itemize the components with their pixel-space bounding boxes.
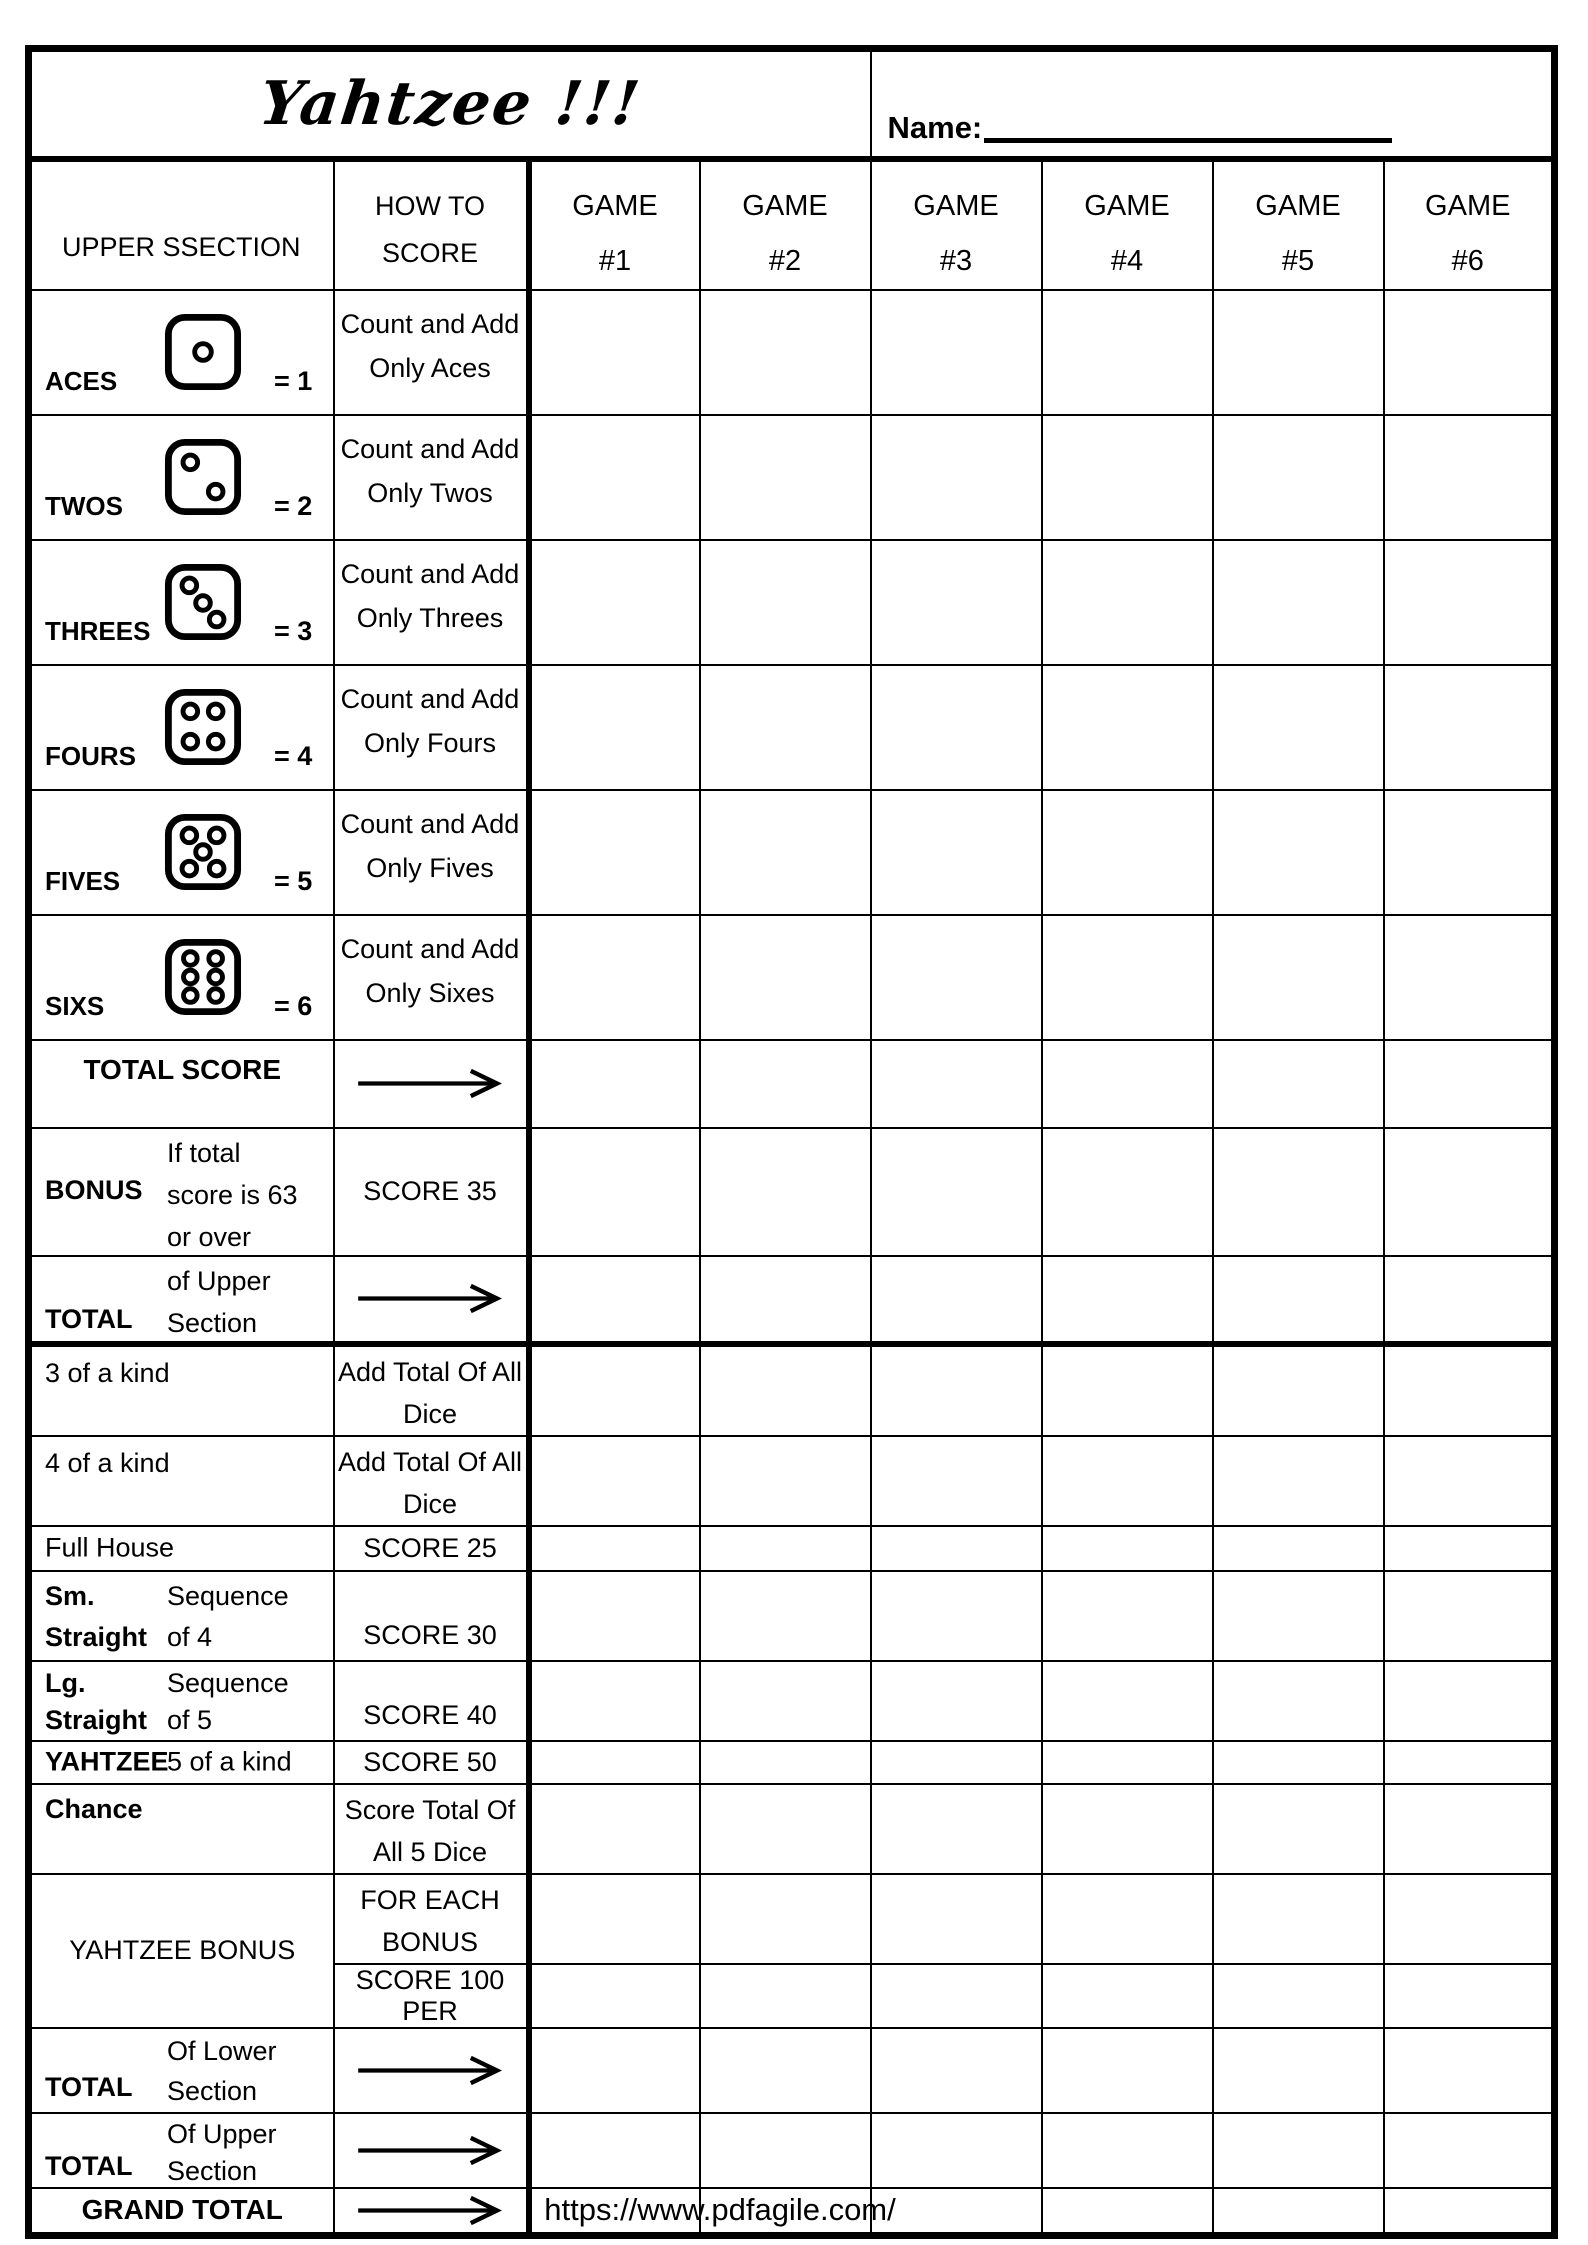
score-cell-threes[interactable] (1384, 540, 1555, 665)
fours-row (29, 665, 1555, 790)
die-3-icon (164, 563, 242, 641)
full-house-row (29, 1526, 1555, 1571)
score-cell-total-upper-section[interactable] (529, 2113, 700, 2188)
score-cell-full-house[interactable] (871, 1526, 1042, 1571)
total-upper-arrow-cell (334, 1256, 529, 1344)
score-cell-total-upper[interactable] (871, 1256, 1042, 1344)
footer-url-link[interactable]: https://www.pdfagile.com/ (544, 2192, 896, 2227)
score-table (25, 45, 1558, 2239)
score-cell-three-kind[interactable] (700, 1344, 871, 1436)
bonus-condition: If total score is 63 or over (167, 1137, 298, 1252)
score-cell-fives[interactable] (700, 790, 871, 915)
score-cell-yahtzee-bonus[interactable] (700, 1874, 871, 1964)
score-cell-twos[interactable] (529, 415, 700, 540)
yahtzee-bonus-how-bottom: SCORE 100 PER (334, 1964, 529, 2028)
three-of-a-kind-how-cell: Add Total Of All Dice (334, 1344, 529, 1436)
large-straight-row (29, 1661, 1555, 1741)
score-cell-yahtzee[interactable] (700, 1741, 871, 1784)
score-cell-threes[interactable] (700, 540, 871, 665)
small-straight-label-cell (29, 1571, 334, 1661)
score-cell-sixs[interactable] (1384, 915, 1555, 1040)
chance-row (29, 1784, 1555, 1874)
score-cell-yahtzee-bonus[interactable] (529, 1874, 700, 1964)
bonus-label: BONUS (45, 1174, 143, 1205)
total-desc: of Upper Section (167, 1265, 271, 1338)
score-cell-total-upper-section[interactable] (1213, 2113, 1384, 2188)
four-of-a-kind-how-cell: Add Total Of All Dice (334, 1436, 529, 1526)
small-straight-row (29, 1571, 1555, 1661)
score-cell-sm-straight[interactable] (700, 1571, 871, 1661)
score-cell-total-score[interactable] (1384, 1040, 1555, 1128)
score-cell-sixs[interactable] (1213, 915, 1384, 1040)
four-of-a-kind-row (29, 1436, 1555, 1526)
score-cell-sm-straight[interactable] (1384, 1571, 1555, 1661)
how-to-score-line1: HOW TO (374, 190, 485, 221)
total-score-arrow-cell (334, 1040, 529, 1128)
sheet-title-cell (29, 49, 871, 159)
score-cell-lg-straight[interactable] (700, 1661, 871, 1741)
score-cell-total-score[interactable] (1213, 1040, 1384, 1128)
grand-total-label: GRAND TOTAL (29, 2188, 334, 2236)
score-cell-chance[interactable] (1384, 1784, 1555, 1874)
large-straight-label-cell (29, 1661, 334, 1741)
large-straight-desc: Sequence of 5 (167, 1667, 289, 1735)
total-upper-label-cell (29, 1256, 334, 1344)
score-cell-yahtzee-bonus[interactable] (1042, 1874, 1213, 1964)
threes-row (29, 540, 1555, 665)
score-cell-chance[interactable] (1042, 1784, 1213, 1874)
score-cell-full-house[interactable] (1213, 1526, 1384, 1571)
score-cell-full-house[interactable] (1042, 1526, 1213, 1571)
score-cell-total-score[interactable] (529, 1040, 700, 1128)
score-cell-lg-straight[interactable] (871, 1661, 1042, 1741)
score-cell-lg-straight[interactable] (1213, 1661, 1384, 1741)
grand-total-arrow-cell (334, 2188, 529, 2236)
score-cell-yahtzee-bonus[interactable] (1042, 1964, 1213, 2028)
score-cell-total-upper[interactable] (1384, 1256, 1555, 1344)
die-value-label: = 1 (274, 365, 313, 396)
yahtzee-bonus-label: YAHTZEE BONUS (29, 1874, 334, 2028)
die-1-icon (164, 313, 242, 391)
yahtzee-row (29, 1741, 1555, 1784)
score-cell-sm-straight[interactable] (529, 1571, 700, 1661)
three-of-a-kind-label: 3 of a kind (45, 1357, 170, 1388)
score-cell-sixs[interactable] (529, 915, 700, 1040)
small-straight-label: Sm. Straight (45, 1580, 148, 1652)
score-cell-chance[interactable] (700, 1784, 871, 1874)
fours-how-cell: Count and Add Only Fours (334, 665, 529, 790)
score-cell-bonus[interactable] (700, 1128, 871, 1256)
yahtzee-how-cell: SCORE 50 (334, 1741, 529, 1784)
score-cell-four-kind[interactable] (529, 1436, 700, 1526)
score-cell-total-upper[interactable] (1213, 1256, 1384, 1344)
score-cell-yahtzee-bonus[interactable] (1213, 1964, 1384, 2028)
score-cell-four-kind[interactable] (1042, 1436, 1213, 1526)
total-lower-arrow-cell (334, 2028, 529, 2113)
score-cell-three-kind[interactable] (871, 1344, 1042, 1436)
twos-row (29, 415, 1555, 540)
score-cell-fives[interactable] (529, 790, 700, 915)
score-cell-full-house[interactable] (1384, 1526, 1555, 1571)
score-cell-yahtzee[interactable] (871, 1741, 1042, 1784)
score-cell-four-kind[interactable] (700, 1436, 871, 1526)
score-cell-four-kind[interactable] (871, 1436, 1042, 1526)
game-3-header: GAME #3 (871, 159, 1042, 290)
small-straight-how-cell: SCORE 30 (334, 1571, 529, 1661)
score-cell-total-upper-section[interactable] (1384, 2113, 1555, 2188)
name-label: Name: (887, 109, 983, 145)
score-cell-yahtzee-bonus[interactable] (700, 1964, 871, 2028)
score-cell-bonus[interactable] (529, 1128, 700, 1256)
four-of-a-kind-label-cell (29, 1436, 334, 1526)
score-cell-aces[interactable] (1042, 290, 1213, 415)
die-value-label: = 6 (274, 990, 313, 1021)
score-cell-yahtzee-bonus[interactable] (871, 1874, 1042, 1964)
small-straight-desc: Sequence of 4 (167, 1580, 289, 1652)
score-cell-twos[interactable] (1042, 415, 1213, 540)
score-cell-twos[interactable] (1384, 415, 1555, 540)
aces-how-cell: Count and Add Only Aces (334, 290, 529, 415)
die-4-icon (164, 688, 242, 766)
score-cell-lg-straight[interactable] (529, 1661, 700, 1741)
total-score-label: TOTAL SCORE (29, 1040, 334, 1128)
score-cell-fours[interactable] (700, 665, 871, 790)
total-upper2-label-cell (29, 2113, 334, 2188)
score-cell-fours[interactable] (1042, 665, 1213, 790)
row-label-fives: FIVES (45, 865, 121, 896)
name-cell (871, 49, 1555, 159)
score-cell-aces[interactable] (871, 290, 1042, 415)
full-house-label-cell (29, 1526, 334, 1571)
score-cell-lg-straight[interactable] (1042, 1661, 1213, 1741)
total-desc: Of Lower Section (167, 2035, 277, 2106)
row-label-twos: TWOS (45, 490, 123, 521)
score-cell-aces[interactable] (1213, 290, 1384, 415)
score-cell-yahtzee[interactable] (1042, 1741, 1213, 1784)
score-cell-total-score[interactable] (1042, 1040, 1213, 1128)
score-cell-total-lower-section[interactable] (871, 2028, 1042, 2113)
score-cell-chance[interactable] (1213, 1784, 1384, 1874)
large-straight-how-cell: SCORE 40 (334, 1661, 529, 1741)
game-5-header: GAME #5 (1213, 159, 1384, 290)
bonus-how-cell: SCORE 35 (334, 1128, 529, 1256)
total-lower-section-row (29, 2028, 1555, 2113)
score-cell-threes[interactable] (1042, 540, 1213, 665)
row-label-fours: FOURS (45, 740, 136, 771)
total-score-row (29, 1040, 1555, 1128)
four-of-a-kind-label: 4 of a kind (45, 1447, 170, 1478)
score-cell-threes[interactable] (529, 540, 700, 665)
sixs-label-cell (29, 915, 334, 1040)
total-label: TOTAL (45, 2150, 133, 2181)
total-upper2-arrow-cell (334, 2113, 529, 2188)
name-input-line[interactable] (984, 137, 1392, 143)
fives-row (29, 790, 1555, 915)
score-cell-chance[interactable] (871, 1784, 1042, 1874)
game-1-header: GAME #1 (529, 159, 700, 290)
score-cell-sm-straight[interactable] (1042, 1571, 1213, 1661)
fives-how-cell: Count and Add Only Fives (334, 790, 529, 915)
bonus-row (29, 1128, 1555, 1256)
twos-how-cell: Count and Add Only Twos (334, 415, 529, 540)
yahtzee-bonus-row-top (29, 1874, 1555, 1964)
row-label-sixs: SIXS (45, 990, 105, 1021)
sixs-row (29, 915, 1555, 1040)
score-cell-yahtzee-bonus[interactable] (529, 1964, 700, 2028)
score-cell-aces[interactable] (529, 290, 700, 415)
chance-label: Chance (45, 1793, 143, 1824)
score-cell-chance[interactable] (529, 1784, 700, 1874)
score-cell-twos[interactable] (1213, 415, 1384, 540)
score-cell-total-upper-section[interactable] (700, 2113, 871, 2188)
total-upper-section-row (29, 2113, 1555, 2188)
die-value-label: = 2 (274, 490, 313, 521)
title-row (29, 49, 1555, 159)
row-label-threes: THREES (45, 615, 151, 646)
score-cell-twos[interactable] (871, 415, 1042, 540)
score-cell-fours[interactable] (871, 665, 1042, 790)
right-arrow-icon (352, 1282, 508, 1315)
yahtzee-desc: 5 of a kind (167, 1746, 292, 1777)
total-lower-label-cell (29, 2028, 334, 2113)
score-cell-three-kind[interactable] (1213, 1344, 1384, 1436)
score-cell-total-lower-section[interactable] (1384, 2028, 1555, 2113)
score-cell-bonus[interactable] (871, 1128, 1042, 1256)
score-cell-sixs[interactable] (871, 915, 1042, 1040)
score-cell-yahtzee-bonus[interactable] (1384, 1874, 1555, 1964)
die-5-icon (164, 813, 242, 891)
score-cell-yahtzee-bonus[interactable] (1384, 1964, 1555, 2028)
score-cell-three-kind[interactable] (529, 1344, 700, 1436)
fives-label-cell (29, 790, 334, 915)
die-value-label: = 3 (274, 615, 313, 646)
score-cell-three-kind[interactable] (1384, 1344, 1555, 1436)
total-upper-row (29, 1256, 1555, 1344)
score-cell-lg-straight[interactable] (1384, 1661, 1555, 1741)
twos-label-cell (29, 415, 334, 540)
right-arrow-icon (352, 2134, 508, 2167)
score-cell-grand-total[interactable] (1042, 2188, 1213, 2236)
yahtzee-bonus-how-top: FOR EACH BONUS (334, 1874, 529, 1964)
score-cell-total-lower-section[interactable] (1042, 2028, 1213, 2113)
score-cell-yahtzee[interactable] (1213, 1741, 1384, 1784)
die-value-label: = 4 (274, 740, 313, 771)
score-cell-grand-total[interactable] (1384, 2188, 1555, 2236)
large-straight-label: Lg. Straight (45, 1667, 148, 1735)
score-cell-sixs[interactable] (1042, 915, 1213, 1040)
score-cell-total-upper-section[interactable] (1042, 2113, 1213, 2188)
yahtzee-label: YAHTZEE (45, 1746, 169, 1777)
score-cell-total-score[interactable] (700, 1040, 871, 1128)
three-of-a-kind-label-cell (29, 1344, 334, 1436)
score-cell-total-upper[interactable] (700, 1256, 871, 1344)
score-cell-total-lower-section[interactable] (529, 2028, 700, 2113)
page-title: Yahtzee !!! (256, 68, 646, 139)
chance-label-cell (29, 1784, 334, 1874)
right-arrow-icon (352, 2194, 508, 2227)
sixs-how-cell: Count and Add Only Sixes (334, 915, 529, 1040)
how-to-score-header (334, 159, 529, 290)
score-cell-four-kind[interactable] (1213, 1436, 1384, 1526)
score-cell-twos[interactable] (700, 415, 871, 540)
score-cell-full-house[interactable] (529, 1526, 700, 1571)
upper-section-header: UPPER SSECTION (29, 159, 334, 290)
score-cell-total-upper[interactable] (529, 1256, 700, 1344)
full-house-label: Full House (45, 1532, 175, 1563)
score-cell-grand-total[interactable] (1213, 2188, 1384, 2236)
yahtzee-label-cell (29, 1741, 334, 1784)
score-cell-full-house[interactable] (700, 1526, 871, 1571)
score-cell-bonus[interactable] (1042, 1128, 1213, 1256)
score-cell-sm-straight[interactable] (871, 1571, 1042, 1661)
die-value-label: = 5 (274, 865, 313, 896)
game-2-header: GAME #2 (700, 159, 871, 290)
fours-label-cell (29, 665, 334, 790)
score-cell-bonus[interactable] (1213, 1128, 1384, 1256)
score-cell-fours[interactable] (1384, 665, 1555, 790)
row-label-aces: ACES (45, 365, 118, 396)
score-cell-yahtzee-bonus[interactable] (871, 1964, 1042, 2028)
game-4-header: GAME #4 (1042, 159, 1213, 290)
score-cell-total-upper[interactable] (1042, 1256, 1213, 1344)
score-cell-total-score[interactable] (871, 1040, 1042, 1128)
column-header-row (29, 159, 1555, 290)
right-arrow-icon (352, 1067, 508, 1100)
die-2-icon (164, 438, 242, 516)
score-cell-fives[interactable] (1213, 790, 1384, 915)
score-cell-fours[interactable] (529, 665, 700, 790)
score-cell-threes[interactable] (1213, 540, 1384, 665)
score-cell-fives[interactable] (1384, 790, 1555, 915)
threes-how-cell: Count and Add Only Threes (334, 540, 529, 665)
score-cell-threes[interactable] (871, 540, 1042, 665)
score-cell-sixs[interactable] (700, 915, 871, 1040)
total-desc: Of Upper Section (167, 2118, 277, 2186)
total-label: TOTAL (45, 1303, 133, 1334)
score-cell-aces[interactable] (1384, 290, 1555, 415)
aces-label-cell (29, 290, 334, 415)
score-cell-yahtzee[interactable] (529, 1741, 700, 1784)
score-cell-fives[interactable] (1042, 790, 1213, 915)
chance-how-cell: Score Total Of All 5 Dice (334, 1784, 529, 1874)
die-6-icon (164, 938, 242, 1016)
aces-row (29, 290, 1555, 415)
score-cell-four-kind[interactable] (1384, 1436, 1555, 1526)
score-cell-fours[interactable] (1213, 665, 1384, 790)
score-cell-three-kind[interactable] (1042, 1344, 1213, 1436)
score-cell-aces[interactable] (700, 290, 871, 415)
game-6-header: GAME #6 (1384, 159, 1555, 290)
score-cell-yahtzee-bonus[interactable] (1213, 1874, 1384, 1964)
score-cell-yahtzee[interactable] (1384, 1741, 1555, 1784)
three-of-a-kind-row (29, 1344, 1555, 1436)
full-house-how-cell: SCORE 25 (334, 1526, 529, 1571)
score-cell-sm-straight[interactable] (1213, 1571, 1384, 1661)
yahtzee-score-sheet (25, 45, 1558, 2239)
score-cell-total-lower-section[interactable] (1213, 2028, 1384, 2113)
score-cell-total-upper-section[interactable] (871, 2113, 1042, 2188)
right-arrow-icon (352, 2054, 508, 2087)
score-cell-fives[interactable] (871, 790, 1042, 915)
how-to-score-line2: SCORE (381, 237, 479, 268)
score-cell-total-lower-section[interactable] (700, 2028, 871, 2113)
threes-label-cell (29, 540, 334, 665)
score-cell-bonus[interactable] (1384, 1128, 1555, 1256)
bonus-label-cell (29, 1128, 334, 1256)
total-label: TOTAL (45, 2071, 133, 2102)
